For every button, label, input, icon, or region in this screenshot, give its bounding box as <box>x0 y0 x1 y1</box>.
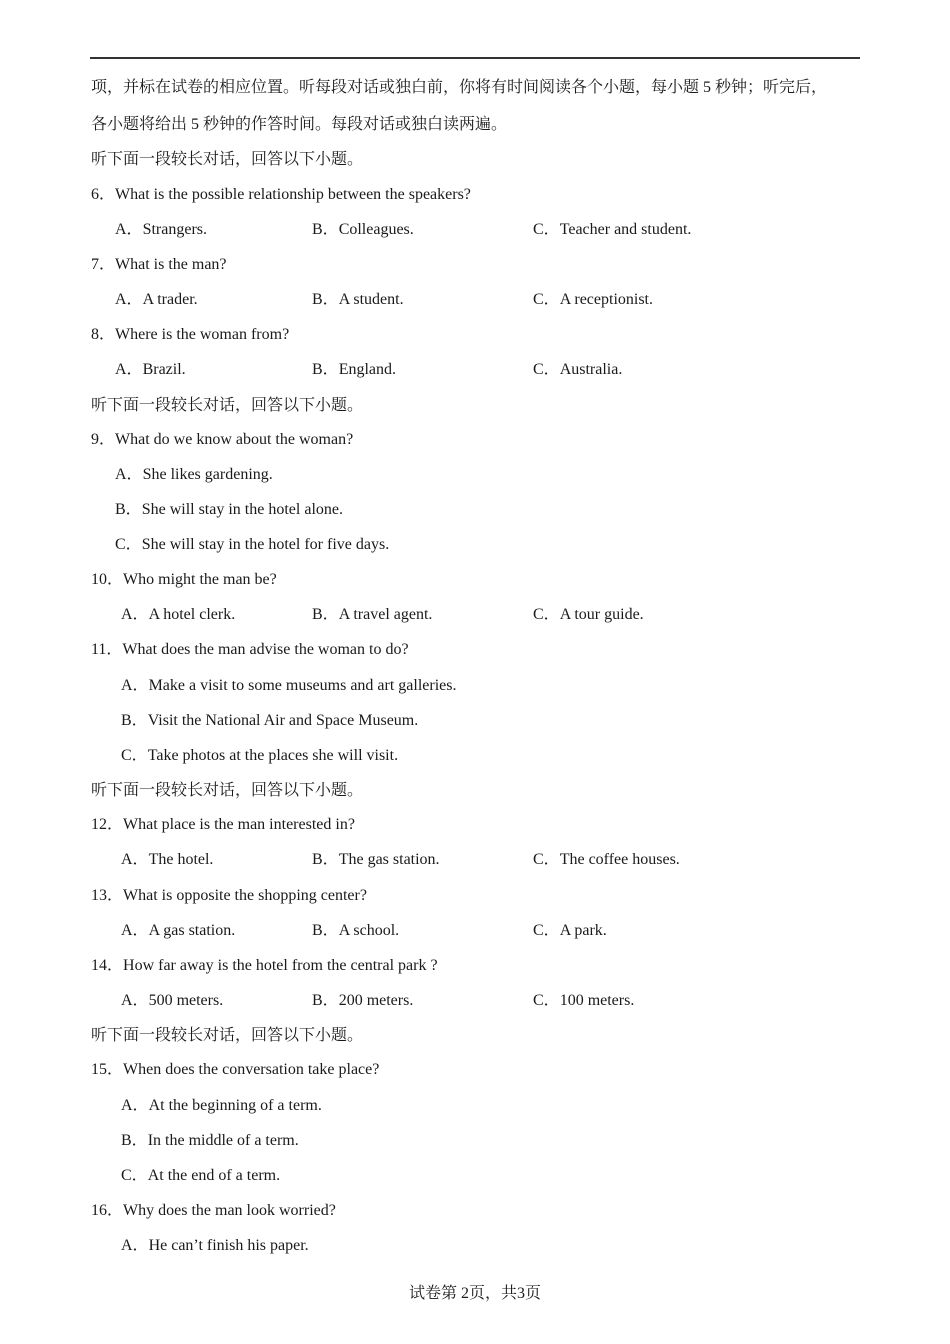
option-16a: A．He can’t finish his paper. <box>121 1237 309 1254</box>
question-text: What is opposite the shopping center? <box>123 887 367 904</box>
question-7 <box>91 255 227 275</box>
option-13c: C．A park. <box>533 922 607 939</box>
question-text: How far away is the hotel from the central park ? <box>123 957 438 974</box>
question-9 <box>91 430 353 450</box>
question-text: What is the man? <box>115 256 227 273</box>
option-7a: A．A trader. <box>115 291 198 308</box>
option-6b: B．Colleagues. <box>312 221 414 238</box>
question-number: 6． <box>91 186 116 203</box>
option-15c: C．At the end of a term. <box>121 1167 281 1184</box>
question-number: 14． <box>91 957 124 974</box>
section-instruction-3: 听下面一段较长对话，回答以下小题。 <box>91 782 364 799</box>
option-11c: C．Take photos at the places she will visit. <box>121 747 399 764</box>
option-12a: A．The hotel. <box>121 851 214 868</box>
header-rule <box>90 57 860 59</box>
question-text: What is the possible relationship between the speakers? <box>115 186 471 203</box>
question-12 <box>91 815 355 835</box>
question-text: What does the man advise the woman to do? <box>122 641 409 658</box>
option-13a: A．A gas station. <box>121 922 236 939</box>
question-text: What do we know about the woman? <box>115 431 354 448</box>
question-14 <box>91 956 438 976</box>
page-footer: 试卷第 2页，共3页 <box>408 1285 541 1302</box>
option-10b: B．A travel agent. <box>312 606 433 623</box>
option-6a: A．Strangers. <box>115 221 207 238</box>
question-10 <box>91 570 277 590</box>
question-15 <box>91 1060 379 1080</box>
option-8b: B．England. <box>312 361 397 378</box>
question-number: 10． <box>91 571 124 588</box>
option-9a: A．She likes gardening. <box>115 466 273 483</box>
option-13b: B．A school. <box>312 922 400 939</box>
question-number: 9． <box>91 431 116 448</box>
option-14a: A．500 meters. <box>121 992 224 1009</box>
option-10c: C．A tour guide. <box>533 606 644 623</box>
question-number: 11． <box>91 641 123 658</box>
option-9c: C．She will stay in the hotel for five days. <box>115 536 390 553</box>
option-8c: C．Australia. <box>533 361 623 378</box>
option-8a: A．Brazil. <box>115 361 186 378</box>
question-number: 8． <box>91 326 116 343</box>
question-8 <box>91 325 289 345</box>
option-9b: B．She will stay in the hotel alone. <box>115 501 343 518</box>
section-instruction: 听下面一段较长对话，回答以下小题。 <box>91 151 364 168</box>
option-10a: A．A hotel clerk. <box>121 606 236 623</box>
question-text: What place is the man interested in? <box>123 816 355 833</box>
question-text: Who might the man be? <box>123 571 277 588</box>
option-6c: C．Teacher and student. <box>533 221 692 238</box>
question-number: 13． <box>91 887 124 904</box>
question-text: Where is the woman from? <box>115 326 290 343</box>
question-11 <box>91 640 409 660</box>
question-number: 15． <box>91 1061 124 1078</box>
option-14c: C．100 meters. <box>533 992 635 1009</box>
option-7c: C．A receptionist. <box>533 291 653 308</box>
option-11b: B．Visit the National Air and Space Museum. <box>121 712 419 729</box>
question-13 <box>91 886 367 906</box>
section-instruction-2: 听下面一段较长对话，回答以下小题。 <box>91 397 364 414</box>
option-12c: C．The coffee houses. <box>533 851 680 868</box>
option-12b: B．The gas station. <box>312 851 440 868</box>
option-15a: A．At the beginning of a term. <box>121 1097 322 1114</box>
option-14b: B．200 meters. <box>312 992 414 1009</box>
question-number: 7． <box>91 256 116 273</box>
intro-text-line2: 各小题将给出 5 秒钟的作答时间。每段对话或独白读两遍。 <box>91 116 508 133</box>
option-15b: B．In the middle of a term. <box>121 1132 299 1149</box>
question-16 <box>91 1201 336 1221</box>
question-number: 12． <box>91 816 124 833</box>
intro-text-line1: 项，并标在试卷的相应位置。听每段对话或独白前，你将有时间阅读各个小题，每小题 5 秒钟；听完后， <box>91 79 828 96</box>
question-text: When does the conversation take place? <box>123 1061 380 1078</box>
option-11a: A．Make a visit to some museums and art galleries. <box>121 677 457 694</box>
question-number: 16． <box>91 1202 124 1219</box>
section-instruction-4: 听下面一段较长对话，回答以下小题。 <box>91 1027 364 1044</box>
option-7b: B．A student. <box>312 291 404 308</box>
question-6 <box>91 185 471 205</box>
question-text: Why does the man look worried? <box>123 1202 336 1219</box>
